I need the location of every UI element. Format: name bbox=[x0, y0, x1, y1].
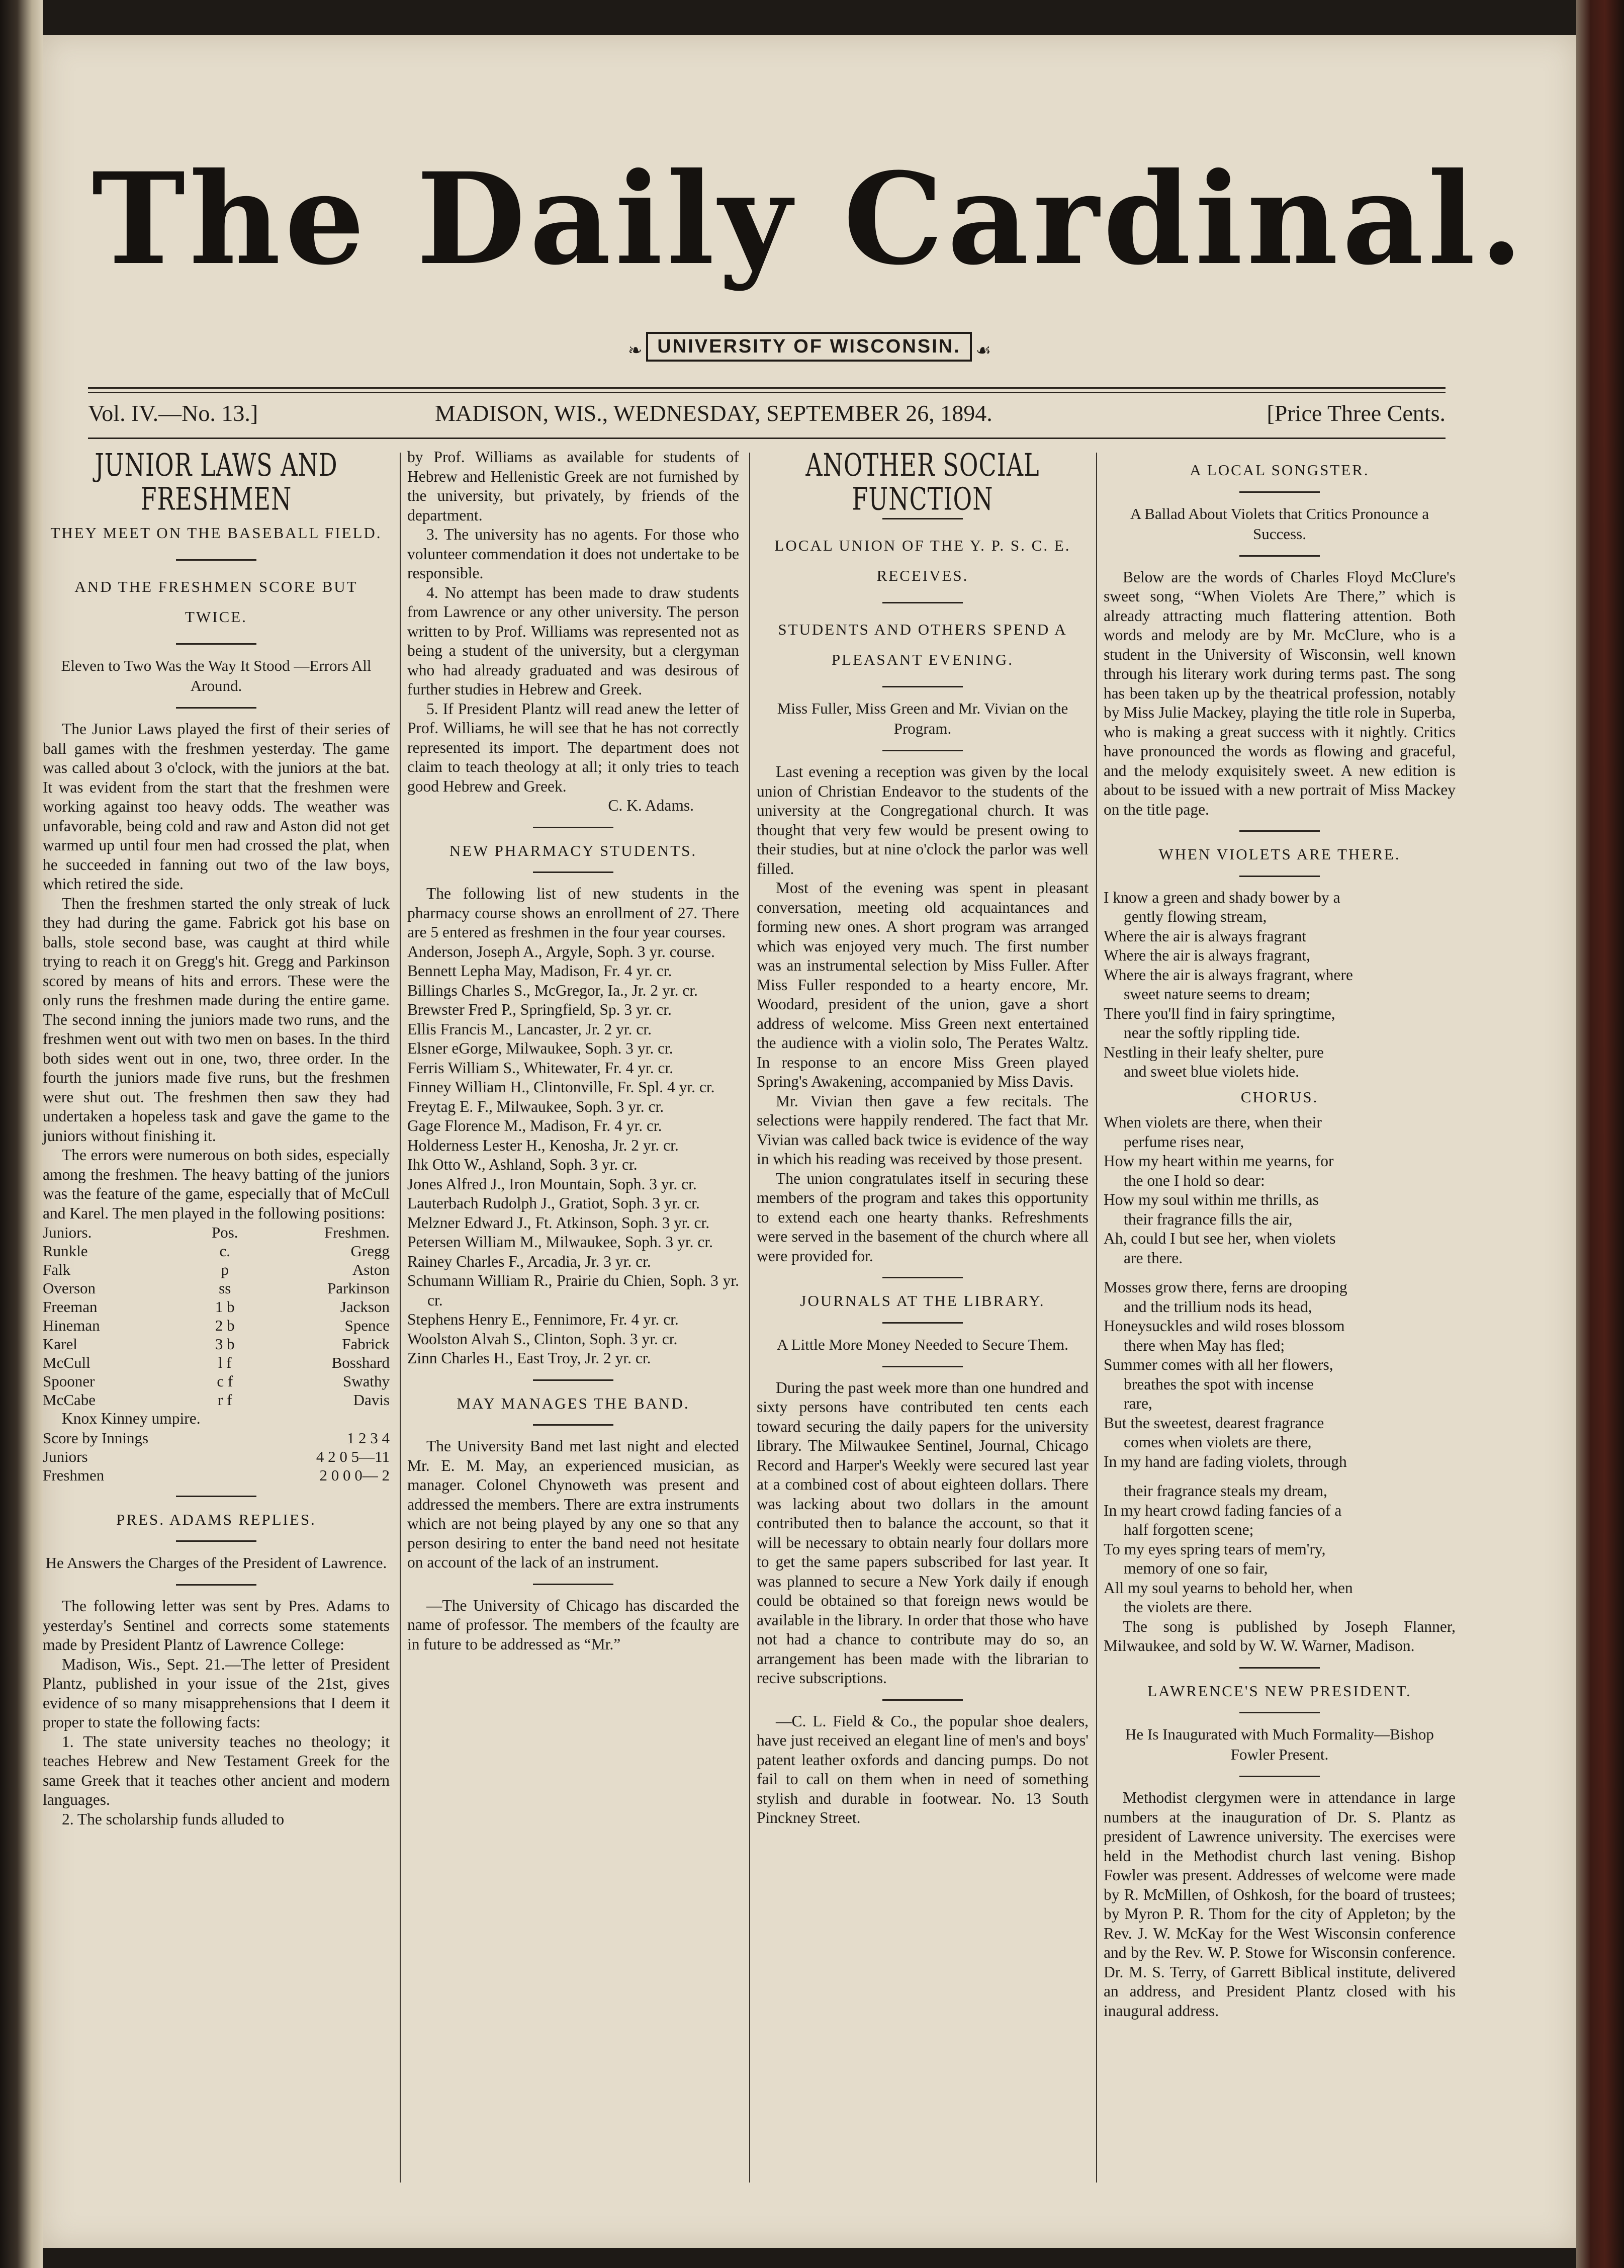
divider bbox=[1239, 1776, 1320, 1777]
subhead-ballad: A Ballad About Violets that Critics Pronounce a Success. bbox=[1130, 504, 1429, 543]
article-paragraph: 5. If President Plantz will read anew the letter of Prof. Williams, he will see that he has not correctly represented its import. The department does not claim to teach theology at all; it only tries to teach good Hebrew and Greek. bbox=[407, 700, 739, 795]
column-1 bbox=[43, 448, 390, 1829]
positions-cell: Juniors. bbox=[43, 1224, 92, 1241]
positions-cell: 1 b bbox=[215, 1298, 235, 1316]
divider bbox=[1239, 830, 1320, 832]
column-rule bbox=[749, 453, 750, 2183]
positions-row bbox=[43, 1353, 390, 1372]
subhead-eleven-to-two: Eleven to Two Was the Way It Stood —Errors All Around. bbox=[61, 657, 372, 694]
headline-junior-laws: JUNIOR LAWS AND FRESHMEN bbox=[95, 446, 338, 517]
headline-violets: WHEN VIOLETS ARE THERE. bbox=[1158, 845, 1401, 863]
student-entry: Billings Charles S., McGregor, Ia., Jr. 2 yr. cr. bbox=[407, 981, 698, 999]
positions-cell: l f bbox=[218, 1354, 232, 1371]
positions-row bbox=[43, 1279, 390, 1297]
positions-row bbox=[43, 1242, 390, 1260]
poem-line: Where the air is always fragrant, bbox=[1104, 946, 1311, 964]
positions-cell: 3 b bbox=[215, 1335, 235, 1353]
top-rule bbox=[88, 387, 1446, 389]
volume-number: Vol. IV.—No. 13.] bbox=[88, 400, 258, 426]
dateline-rule bbox=[88, 438, 1446, 439]
subhead-baseball: THEY MEET ON THE BASEBALL FIELD. bbox=[50, 524, 382, 542]
divider bbox=[1239, 1667, 1320, 1669]
poem-line: gently flowing stream, bbox=[1124, 908, 1267, 925]
poem-line: All my soul yearns to behold her, when bbox=[1104, 1579, 1353, 1597]
article-paragraph: 4. No attempt has been made to draw students from Lawrence or any other university. The person written to by Prof. Williams was represented not as being a student of the university, but a clergyman who had already graduated and was desirous of further studies in Hebrew and Greek. bbox=[407, 583, 739, 698]
divider bbox=[882, 518, 963, 519]
student-entry: Lauterbach Rudolph J., Gratiot, Soph. 3 yr. cr. bbox=[407, 1194, 700, 1212]
article-paragraph: —C. L. Field & Co., the popular shoe dealers, have just received an elegant line of men's and boys' patent leather oxfords and dancing pumps. Do not fail to call on them when in need of something stylish and durable in footwear. No. 13 South Pinckney Street. bbox=[757, 1712, 1089, 1826]
chorus-heading: CHORUS. bbox=[1240, 1088, 1319, 1106]
poem-line: Mosses grow there, ferns are drooping bbox=[1104, 1278, 1347, 1296]
student-entry: Elsner eGorge, Milwaukee, Soph. 3 yr. cr. bbox=[407, 1039, 673, 1057]
student-entry: Ferris William S., Whitewater, Fr. 4 yr. cr. bbox=[407, 1059, 674, 1077]
innings-table bbox=[43, 1429, 390, 1485]
positions-row bbox=[43, 1223, 390, 1242]
poem-line: half forgotten scene; bbox=[1124, 1521, 1254, 1538]
divider bbox=[1239, 876, 1320, 877]
poem-line: their fragrance fills the air, bbox=[1124, 1210, 1293, 1228]
positions-cell: 2 b bbox=[215, 1317, 235, 1334]
divider bbox=[882, 1699, 963, 1701]
student-entry: Freytag E. F., Milwaukee, Soph. 3 yr. cr. bbox=[407, 1097, 664, 1115]
article-paragraph: 2. The scholarship funds alluded to bbox=[62, 1810, 285, 1828]
divider bbox=[882, 686, 963, 687]
article-paragraph: —The University of Chicago has discarded the name of professor. The members of the fcaulty are in future to be addressed as “Mr.” bbox=[407, 1596, 739, 1653]
article-paragraph: Below are the words of Charles Floyd McClure's sweet song, “When Violets Are There,” which is already attracting much flattering attention. Both words and melody are by Mr. McClure, who is a student in the University of Wisconsin, well known through his literary work during terms past. The song has been taken up by the theatrical profession, notably by Miss Julie Mackey, playing the title role in Superba, who is making a great success with it nightly. Critics have pronounced the words as flowing and graceful, and the melody exquisitely sweet. A new edition is about to be issued with a new portrait of Miss Mackey on the title page. bbox=[1104, 568, 1456, 818]
divider bbox=[882, 1366, 963, 1367]
article-paragraph: 1. The state university teaches no theology; it teaches Hebrew and New Testament Greek for the same Greek that it teaches other ancient and modern languages. bbox=[43, 1732, 390, 1808]
poem-line: rare, bbox=[1124, 1394, 1152, 1412]
divider bbox=[533, 871, 613, 873]
poem-line: breathes the spot with incense bbox=[1124, 1375, 1314, 1393]
positions-cell: McCull bbox=[43, 1354, 91, 1371]
subhead-pleasant-evening: STUDENTS AND OTHERS SPEND A PLEASANT EVENING. bbox=[778, 621, 1067, 668]
positions-cell: Gregg bbox=[350, 1242, 390, 1260]
positions-cell: r f bbox=[218, 1391, 232, 1409]
positions-cell: c f bbox=[217, 1372, 233, 1390]
innings-cell: 2 0 0 0— 2 bbox=[319, 1466, 390, 1484]
university-name: UNIVERSITY OF WISCONSIN. bbox=[646, 332, 971, 362]
divider bbox=[882, 750, 963, 751]
article-paragraph: Methodist clergymen were in attendance in large numbers at the inauguration of Dr. S. Plantz as president of Lawrence university. The exercises were held in the Methodist church last vening. Bishop Fowler was present. Addresses of welcome were made by R. McMillen, of Oshkosh, for the board of trustees; by Myron P. R. Thom for the city of Appleton; by the Rev. J. W. McKay for the West Wisconsin conference and by the Rev. W. P. Stowe for Wisconsin conference. Dr. M. S. Terry, of Garrett Biblical institute, delivered an address, and President Plantz closed with his inaugural address. bbox=[1104, 1789, 1456, 2020]
place-date: MADISON, WIS., WEDNESDAY, SEPTEMBER 26, 1894. bbox=[435, 400, 993, 426]
positions-cell: McCabe bbox=[43, 1391, 96, 1409]
poem-line: Summer comes with all her flowers, bbox=[1104, 1356, 1333, 1373]
innings-cell: 1 2 3 4 bbox=[346, 1429, 390, 1447]
divider bbox=[533, 1424, 613, 1426]
student-entry: Ellis Francis M., Lancaster, Jr. 2 yr. cr. bbox=[407, 1020, 652, 1038]
student-entry: Finney William H., Clintonville, Fr. Spl. 4 yr. cr. bbox=[407, 1078, 715, 1096]
divider bbox=[176, 643, 256, 645]
poem-line: the one I hold so dear: bbox=[1124, 1171, 1265, 1189]
right-binding-edge bbox=[1576, 0, 1624, 2268]
divider bbox=[533, 1584, 613, 1585]
article-paragraph: The union congratulates itself in securing these members of the program and takes this opportunity to extend each one hearty thanks. Refreshments were served in the basement of the church where all were provided for. bbox=[757, 1169, 1089, 1265]
divider bbox=[533, 827, 613, 828]
left-binding-edge bbox=[0, 0, 43, 2268]
headline-band: MAY MANAGES THE BAND. bbox=[457, 1394, 690, 1412]
poem-line: the violets are there. bbox=[1124, 1598, 1252, 1616]
divider bbox=[882, 1322, 963, 1324]
innings-cell: 4 2 0 5—11 bbox=[316, 1447, 390, 1465]
poem-line: near the softly rippling tide. bbox=[1124, 1024, 1300, 1041]
divider bbox=[533, 1379, 613, 1381]
poem-line: In my hand are fading violets, through bbox=[1104, 1452, 1347, 1470]
poem-line: Honeysuckles and wild roses blossom bbox=[1104, 1317, 1345, 1335]
column-rule bbox=[400, 453, 401, 2183]
subhead-program: Miss Fuller, Miss Green and Mr. Vivian on the Program. bbox=[777, 700, 1068, 737]
divider bbox=[1239, 555, 1320, 557]
positions-row bbox=[43, 1297, 390, 1316]
student-entry: Bennett Lepha May, Madison, Fr. 4 yr. cr. bbox=[407, 962, 672, 980]
positions-cell: p bbox=[221, 1261, 229, 1278]
poem-line: There you'll find in fairy springtime, bbox=[1104, 1004, 1335, 1022]
student-entry: Melzner Edward J., Ft. Atkinson, Soph. 3 yr. cr. bbox=[407, 1213, 710, 1232]
divider bbox=[176, 559, 256, 561]
student-entry: Anderson, Joseph A., Argyle, Soph. 3 yr. course. bbox=[407, 942, 715, 961]
article-paragraph: The errors were numerous on both sides, especially among the freshmen. The heavy batting of the juniors was the feature of the game, especially that of McCull and Karel. The men played in the following positions: bbox=[43, 1146, 390, 1222]
poem-verse-2 bbox=[1104, 1278, 1456, 1471]
positions-cell: Hineman bbox=[43, 1317, 100, 1334]
student-list bbox=[407, 942, 739, 1368]
innings-cell: Juniors bbox=[43, 1447, 88, 1465]
positions-cell: Parkinson bbox=[327, 1279, 390, 1297]
poem-line: are there. bbox=[1124, 1249, 1183, 1267]
column-rule bbox=[1096, 453, 1097, 2183]
positions-cell: Overson bbox=[43, 1279, 96, 1297]
student-entry: Schumann William R., Prairie du Chien, Soph. 3 yr. cr. bbox=[407, 1272, 739, 1309]
poem-line: perfume rises near, bbox=[1124, 1132, 1244, 1151]
positions-row bbox=[43, 1335, 390, 1353]
newspaper-page bbox=[43, 35, 1576, 2248]
poem-chorus bbox=[1104, 1113, 1456, 1268]
column-2 bbox=[407, 448, 739, 1654]
signature: C. K. Adams. bbox=[608, 797, 694, 814]
student-entry: Zinn Charles H., East Troy, Jr. 2 yr. cr. bbox=[407, 1349, 651, 1367]
subhead-more-money: A Little More Money Needed to Secure Them. bbox=[777, 1335, 1068, 1353]
left-ornament-icon: ❧ bbox=[627, 341, 643, 361]
umpire-line: Knox Kinney umpire. bbox=[62, 1410, 201, 1427]
student-entry: Petersen William M., Milwaukee, Soph. 3 yr. cr. bbox=[407, 1233, 713, 1251]
article-paragraph: The following list of new students in the pharmacy course shows an enrollment of 27. There are 5 entered as freshmen in the four year courses. bbox=[407, 885, 739, 941]
positions-cell: c. bbox=[219, 1242, 230, 1260]
poem-line: But the sweetest, dearest fragrance bbox=[1104, 1414, 1324, 1432]
innings-row bbox=[43, 1429, 390, 1447]
student-entry: Woolston Alvah S., Clinton, Soph. 3 yr. cr. bbox=[407, 1330, 678, 1348]
university-banner bbox=[43, 332, 1576, 362]
positions-cell: Pos. bbox=[211, 1224, 238, 1241]
poem-verse-3 bbox=[1104, 1481, 1456, 1617]
poem-line: and the trillium nods its head, bbox=[1124, 1297, 1312, 1316]
positions-cell: Aston bbox=[352, 1261, 390, 1278]
article-paragraph: Mr. Vivian then gave a few recitals. The selections were happily rendered. The fact that Mr. Vivian was called back twice is evidence of the way in which his reading was received by those present. bbox=[757, 1092, 1089, 1168]
article-paragraph: The song is published by Joseph Flanner, Milwaukee, and sold by W. W. Warner, Madison. bbox=[1104, 1617, 1456, 1654]
column-3 bbox=[757, 448, 1089, 1828]
positions-cell: ss bbox=[219, 1279, 231, 1297]
student-entry: Rainey Charles F., Arcadia, Jr. 3 yr. cr. bbox=[407, 1252, 651, 1270]
divider bbox=[176, 1496, 256, 1497]
headline-adams-replies: PRES. ADAMS REPLIES. bbox=[116, 1510, 316, 1528]
subhead-local-union: LOCAL UNION OF THE Y. P. S. C. E. RECEIVES. bbox=[774, 537, 1071, 584]
poem-line: there when May has fled; bbox=[1124, 1336, 1285, 1354]
divider bbox=[176, 1540, 256, 1542]
positions-cell: Fabrick bbox=[342, 1335, 390, 1353]
right-ornament-icon: ☙ bbox=[975, 341, 991, 361]
student-entry: Jones Alfred J., Iron Mountain, Soph. 3 yr. cr. bbox=[407, 1175, 697, 1193]
student-entry: Brewster Fred P., Springfield, Sp. 3 yr. cr. bbox=[407, 1001, 672, 1018]
poem-line: In my heart crowd fading fancies of a bbox=[1104, 1501, 1342, 1519]
positions-cell: Runkle bbox=[43, 1242, 88, 1260]
positions-cell: Freshmen. bbox=[324, 1224, 390, 1241]
positions-cell: Davis bbox=[353, 1391, 390, 1409]
positions-table bbox=[43, 1223, 390, 1409]
poem-line: memory of one so fair, bbox=[1124, 1559, 1268, 1577]
positions-cell: Spooner bbox=[43, 1372, 95, 1390]
poem-line: and sweet blue violets hide. bbox=[1124, 1063, 1300, 1080]
poem-line: their fragrance steals my dream, bbox=[1124, 1482, 1327, 1500]
divider bbox=[176, 707, 256, 709]
poem-line: Ah, could I but see her, when violets bbox=[1104, 1230, 1336, 1247]
article-paragraph: Most of the evening was spent in pleasant conversation, meeting old acquaintances and forming new ones. A short program was arranged which was enjoyed very much. The first number was an instrumental selection by Miss Fuller. After Miss Fuller responded to a hearty encore, Mr. Woodard, president of the union, gave a short address of welcome. Miss Green next entertained the audience with a violin solo, The Perates Waltz. In response to an encore Miss Green played Spring's Awakening, accompanied by Miss Davis. bbox=[757, 879, 1089, 1090]
student-entry: Stephens Henry E., Fennimore, Fr. 4 yr. cr. bbox=[407, 1311, 679, 1328]
student-entry: Holderness Lester H., Kenosha, Jr. 2 yr. cr. bbox=[407, 1136, 679, 1154]
poem-line: To my eyes spring tears of mem'ry, bbox=[1104, 1540, 1326, 1558]
innings-row bbox=[43, 1447, 390, 1466]
positions-row bbox=[43, 1316, 390, 1335]
positions-row bbox=[43, 1372, 390, 1390]
headline-pharmacy-students: NEW PHARMACY STUDENTS. bbox=[449, 841, 697, 859]
article-paragraph: During the past week more than one hundred and sixty persons have contributed ten cents each toward securing the daily papers for the university library. The Milwaukee Sentinel, Journal, Chicago Record and Harper's Weekly were secured last year at a combined cost of about eighteen dollars. There was lacking about two dollars in the amount contributed then to balance the account, so that it will be necessary to obtain nearly four dollars more to get the same papers subscribed for last year. It was planned to secure a New York daily if enough could be obtained so that foreign news would be available in the library. In order that those who have not had a chance to contribute may do so, an arrangement has been made with the librarian to recive subscriptions. bbox=[757, 1378, 1089, 1687]
article-paragraph: Then the freshmen started the only streak of luck they had during the game. Fabrick got his base on balls, stole second base, was caught at third while trying to reach it on Gregg's hit. Gregg and Parkinson scored by means of hits and errors. These were the only runs the freshmen made during the entire game. The second inning the juniors made two runs, and the freshmen went out with two men on bases. In the third both sides went out in one, two, three order. In the fourth the juniors made five runs, but the freshmen were shut out. The freshmen then saw they had undertaken a hopeless task and gave the game to the juniors without finishing it. bbox=[43, 894, 390, 1145]
poem-line: How my heart within me yearns, for bbox=[1104, 1152, 1334, 1170]
headline-journals: JOURNALS AT THE LIBRARY. bbox=[800, 1292, 1045, 1310]
positions-cell: Bosshard bbox=[331, 1354, 390, 1371]
subhead-inaugurated: He Is Inaugurated with Much Formality—Bishop Fowler Present. bbox=[1125, 1725, 1434, 1763]
student-entry: Ihk Otto W., Ashland, Soph. 3 yr. cr. bbox=[407, 1156, 638, 1173]
divider bbox=[882, 602, 963, 603]
innings-cell: Score by Innings bbox=[43, 1429, 149, 1447]
poem-line: When violets are there, when their bbox=[1104, 1113, 1322, 1131]
subhead-adams-charges: He Answers the Charges of the President of Lawrence. bbox=[45, 1554, 387, 1572]
article-paragraph: The following letter was sent by Pres. Adams to yesterday's Sentinel and corrects some statements made by President Plantz of Lawrence College: bbox=[43, 1597, 390, 1653]
divider bbox=[882, 1277, 963, 1278]
divider bbox=[1239, 1712, 1320, 1713]
positions-cell: Swathy bbox=[343, 1372, 390, 1390]
innings-cell: Freshmen bbox=[43, 1466, 105, 1484]
masthead-title: The Daily Cardinal. bbox=[92, 145, 1527, 293]
poem-line: How my soul within me thrills, as bbox=[1104, 1191, 1319, 1208]
subhead-freshmen-score: AND THE FRESHMEN SCORE BUT TWICE. bbox=[74, 578, 358, 626]
poem-line: Nestling in their leafy shelter, pure bbox=[1104, 1043, 1324, 1061]
positions-cell: Karel bbox=[43, 1335, 77, 1353]
student-entry: Gage Florence M., Madison, Fr. 4 yr. cr. bbox=[407, 1117, 662, 1135]
poem-line: Where the air is always fragrant bbox=[1104, 927, 1307, 945]
article-paragraph: The University Band met last night and elected Mr. E. M. May, an experienced musician, as manager. Colonel Chynoweth was present and addressed the members. There are extra instruments which are not being played by any one so that any person desiring to enter the band need not hesitate on account of the lack of an instrument. bbox=[407, 1437, 739, 1571]
column-4 bbox=[1104, 448, 1456, 2021]
innings-row bbox=[43, 1466, 390, 1485]
poem-line: sweet nature seems to dream; bbox=[1124, 985, 1310, 1003]
price: [Price Three Cents. bbox=[1267, 400, 1446, 426]
article-paragraph: Madison, Wis., Sept. 21.—The letter of President Plantz, published in your issue of the 21st, gives evidence of so many misapprehensions that I deem it proper to state the following facts: bbox=[43, 1655, 390, 1731]
positions-cell: Spence bbox=[344, 1317, 390, 1334]
dateline bbox=[88, 400, 1446, 430]
poem-line: Where the air is always fragrant, where bbox=[1104, 966, 1353, 984]
headline-social-function: ANOTHER SOCIAL FUNCTION bbox=[805, 446, 1040, 517]
article-paragraph: 3. The university has no agents. For those who volunteer commendation it does not undertake to be responsible. bbox=[407, 526, 739, 582]
positions-cell: Jackson bbox=[340, 1298, 390, 1316]
positions-cell: Freeman bbox=[43, 1298, 98, 1316]
article-paragraph: by Prof. Williams as available for students of Hebrew and Hellenistic Greek are not furnished by the university, but privately, by friends of the department. bbox=[407, 448, 739, 524]
article-paragraph: Last evening a reception was given by the local union of Christian Endeavor to the students of the university at the Congregational church. It was thought that very few would be present owing to their studies, but at nine o'clock the parlor was well filled. bbox=[757, 763, 1089, 878]
divider bbox=[176, 1584, 256, 1586]
headline-lawrence-president: LAWRENCE'S NEW PRESIDENT. bbox=[1147, 1682, 1412, 1700]
headline-local-songster: A LOCAL SONGSTER. bbox=[1190, 461, 1370, 479]
positions-cell: Falk bbox=[43, 1261, 71, 1278]
positions-row bbox=[43, 1390, 390, 1409]
top-rule-thin bbox=[88, 392, 1446, 393]
poem-verse-1 bbox=[1104, 888, 1456, 1082]
poem-line: comes when violets are there, bbox=[1124, 1433, 1312, 1451]
divider bbox=[1239, 491, 1320, 493]
poem-line: I know a green and shady bower by a bbox=[1104, 888, 1340, 906]
positions-row bbox=[43, 1260, 390, 1279]
article-paragraph: The Junior Laws played the first of their series of ball games with the freshmen yesterday. The game was called about 3 o'clock, with the juniors at the bat. It was evident from the start that the freshmen were working against too heavy odds. The weather was unfavorable, being cold and raw and Aston did not get warmed up until four men had crossed the plat, when he succeeded in fanning out two of the law boys, which retired the side. bbox=[43, 720, 390, 893]
